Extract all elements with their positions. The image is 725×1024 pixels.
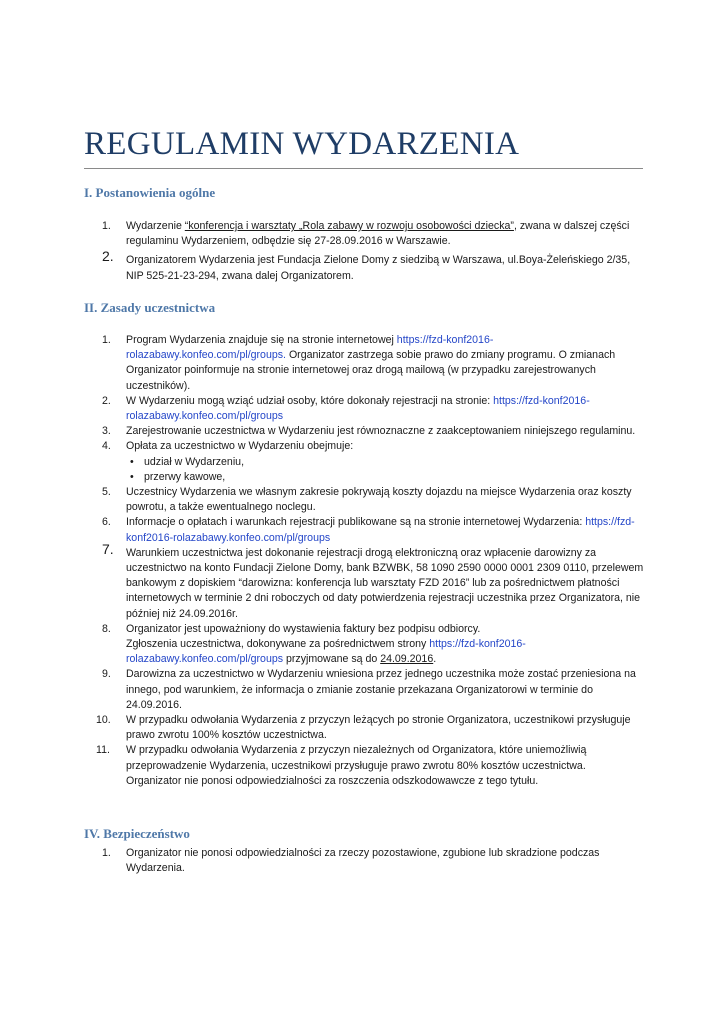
bullet-item: • przerwy kawowe, — [126, 470, 644, 485]
list-item: 1. Organizator nie ponosi odpowiedzialności za rzeczy pozostawione, zgubione lub skradzione podczas Wydarzenia. — [102, 847, 600, 875]
registration-link[interactable]: https://fzd-konf2016-rolazabawy.konfeo.com/pl/groups — [126, 394, 590, 423]
list-item: 1. Wydarzenie “konferencja i warsztaty „Rola zabawy w rozwoju osobowości dziecka”, zwana w dalszej części regulaminu Wydarzeniem, odbędzie się 27-28.09.2016 w Warszawie. — [102, 220, 630, 248]
item-number: 2. — [102, 394, 111, 407]
event-name: “konferencja i warsztaty „Rola zabawy w rozwoju osobowości dziecka” — [184, 220, 514, 232]
organizer-name: Fundacja Zielone Domy — [277, 254, 390, 267]
item-number: 10. — [96, 714, 111, 727]
item-number: 1. — [102, 847, 111, 859]
bullet-icon: • — [130, 455, 134, 468]
list-item: 1. Program Wydarzenia znajduje się na stronie internetowej https://fzd-konf2016-rolazabawy.konfeo.com/pl/groups. Organizator zastrzega sobie prawo do zmiany programu. O zmianach Organizator poinformuje na stronie internetowej oraz drogą mailową (w przypadku zarejestrowanych uczestników). — [102, 334, 616, 392]
item-number: 11. — [96, 744, 110, 757]
list-item: 9. Darowizna za uczestnictwo w Wydarzeniu wniesiona przez jednego uczestnika może zostać przeniesiona na innego, pod warunkiem, że informacja o zmianie zostanie przekazana Organizatorowi w terminie do 24.09.2016. — [102, 668, 636, 711]
item-number: 7. — [102, 540, 114, 557]
list-item: 10. W przypadku odwołania Wydarzenia z przyczyn leżących po stronie Organizatora, uczestnikowi przysługuje prawo zwrotu 100% kosztów uczestnictwa. — [96, 714, 631, 742]
deadline-date: 24.09.2016 — [380, 653, 434, 666]
item-number: 6. — [102, 516, 111, 529]
section-heading-safety: IV. Bezpieczeństwo — [84, 826, 190, 841]
page-title: REGULAMIN WYDARZENIA — [84, 126, 520, 162]
bullet-item: • udział w Wydarzeniu, — [126, 455, 644, 470]
title-divider — [84, 168, 643, 169]
list-item: 8. Organizator jest upoważniony do wystawienia faktury bez podpisu odbiorcy. Zgłoszenia uczestnictwa, dokonywane za pośrednictwem strony https://fzd-konf2016-rolazabawy.konfeo.com/pl/groups przyjmowane są do 24.09.2016. — [102, 622, 526, 666]
section-general-list — [84, 219, 644, 284]
bullet-icon: • — [130, 470, 134, 483]
fees-info-link[interactable]: https://fzd-konf2016-rolazabawy.konfeo.com/pl/groups — [126, 516, 635, 544]
item-number: 1. — [102, 220, 111, 232]
item-number: 4. — [102, 440, 111, 453]
section-heading-participation: II. Zasady uczestnictwa — [84, 300, 216, 315]
list-item: 2. Organizatorem Wydarzenia jest Fundacja Zielone Domy z siedzibą w Warszawa, ul.Boya-Żeleńskiego 2/35, NIP 525-21-23-294, zwana dalej Organizatorem. — [102, 248, 631, 282]
item-number: 9. — [102, 668, 111, 681]
section-participation-list — [84, 333, 644, 789]
item-number: 3. — [102, 425, 111, 438]
list-item: 11. W przypadku odwołania Wydarzenia z przyczyn niezależnych od Organizatora, które uniemożliwią przeprowadzenie Wydarzenia, uczestnikowi przysługuje prawo zwrotu 80% kosztów uczestnictwa. Organizator nie ponosi odpowiedzialności za roszczenia odszkodowawcze z tego tytułu. — [96, 744, 587, 787]
event-date-place: 27-28.09.2016 w Warszawie — [314, 235, 448, 248]
program-link[interactable]: https://fzd-konf2016-rolazabawy.konfeo.com/pl/groups. — [126, 334, 494, 362]
list-item: 5. Uczestnicy Wydarzenia we własnym zakresie pokrywają koszty dojazdu na miejsce Wydarzenia oraz koszty powrotu, a także ewentualnego noclegu. — [102, 486, 632, 514]
section-heading-general: I. Postanowienia ogólne — [84, 185, 216, 200]
item-number: 2. — [102, 248, 114, 265]
list-item: 4. Opłata za uczestnictwo w Wydarzeniu obejmuje: • udział w Wydarzeniu, • przerwy kawowe, — [84, 439, 644, 485]
application-link[interactable]: https://fzd-konf2016-rolazabawy.konfeo.com/pl/groups — [126, 638, 526, 666]
list-item: 7. Warunkiem uczestnictwa jest dokonanie rejestracji drogą elektroniczną oraz wpłacenie darowizny za uczestnictwo na konto Fundacji Zielone Domy, bank BZWBK, 58 1090 2590 0000 0001 2309 0110, przelewem bankowym z dopiskiem “darowizna: konferencja lub warsztaty FZD 2016” lub za pośrednictwem płatności internetowych w terminie 2 dni roboczych od daty potwierdzenia rejestracji uczestnika przez Organizatora, nie później niż 24.09.2016r. — [102, 540, 644, 620]
section-safety-list — [84, 846, 644, 876]
item-number: 5. — [102, 486, 111, 499]
list-item: 3. Zarejestrowanie uczestnictwa w Wydarzeniu jest równoznaczne z zaakceptowaniem niniejszego regulaminu. — [84, 424, 644, 439]
list-item: 6. Informacje o opłatach i warunkach rejestracji publikowane są na stronie internetowej Wydarzenia: https://fzd-konf2016-rolazabawy.konfeo.com/pl/groups — [102, 516, 635, 544]
list-item: 2. W Wydarzeniu mogą wziąć udział osoby, które dokonały rejestracji na stronie: https://fzd-konf2016-rolazabawy.konfeo.com/pl/groups — [102, 394, 590, 423]
item-number: 1. — [102, 334, 111, 346]
item-number: 8. — [102, 622, 111, 635]
